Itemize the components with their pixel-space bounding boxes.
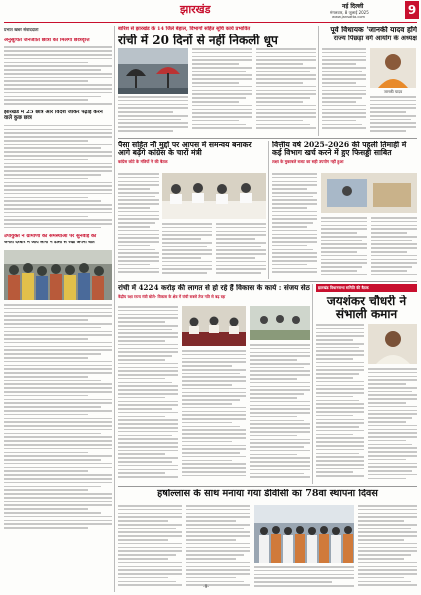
finance-story-subhead: लक्ष्य के मुकाबले बजट का सही उपयोग नहीं हुआ — [272, 158, 344, 164]
dvc-story-body-3 — [254, 566, 354, 589]
janaki-yadav-photo — [370, 48, 416, 88]
congress-story-subhead: कांग्रेस कोटे के मंत्रियों ने की बैठक — [118, 158, 168, 164]
rule-after-top — [118, 138, 417, 139]
jayashankar-photo — [368, 324, 417, 364]
right-top-body-2 — [370, 96, 416, 136]
jayashankar-body-1 — [316, 324, 364, 484]
rain-photo — [118, 48, 188, 94]
jayashankar-kicker — [316, 284, 417, 292]
janaki-yadav-caption: जानकी यादव — [383, 89, 403, 94]
jayashankar-body-2 — [368, 368, 417, 484]
finance-story — [272, 141, 417, 279]
finance-story-body-3 — [371, 217, 417, 279]
ranchi-story-headline: रांची में 4224 करोड़ की लागत से हो रहे हैं विकास के कार्य : संजय सेठ — [118, 284, 310, 292]
ranchi-story-body-3 — [250, 344, 310, 484]
ranchi-story-body-1 — [118, 306, 178, 484]
left-headline-1: अनुसूचित जनजाति छात्रों को मिलेगी छात्रवृत्ति — [4, 38, 90, 43]
finance-photo — [321, 173, 417, 213]
left-body-2 — [4, 125, 112, 230]
left-column-rule — [114, 26, 115, 592]
congress-story — [118, 141, 266, 279]
left-headline-3: उपायुक्त ने ग्रामीणों की समस्याओं पर सुनवाई की — [4, 233, 97, 239]
page-footer-marker: -9- — [203, 585, 210, 590]
right-top-headline-2: राज्य पिछड़ा वर्ग आयोग के अध्यक्ष — [333, 34, 417, 42]
top-story-body-1 — [118, 96, 188, 136]
finance-story-body-2 — [321, 217, 367, 279]
masthead-rule — [4, 22, 417, 23]
congress-story-body-3 — [216, 223, 266, 279]
ranchi-event-photo — [182, 306, 246, 346]
congress-story-body-1 — [118, 173, 159, 279]
ranchi-second-photo — [250, 306, 310, 340]
left-headline-4: जनता दरबार में आये लोगों ने डीसी से रखी अपनी बात — [4, 241, 95, 246]
page-number: 9 — [407, 3, 417, 17]
jayashankar-headline: जयशंकर चौधरी ने संभाली कमान — [326, 295, 407, 321]
congress-story-body-2 — [162, 223, 212, 279]
page-number-badge — [405, 1, 419, 19]
right-top-body-1 — [322, 48, 366, 136]
dvc-story-body-4 — [358, 505, 417, 589]
ranchi-story-subhead: केंद्रीय रक्षा राज्य मंत्री बोले- विकास के क्षेत्र में रांची सबसे तेज गति से बढ़ रहा — [118, 293, 226, 299]
masthead-edition: नई दिल्ली — [342, 3, 364, 10]
congress-story-headline: पैसा सहित नौ मुद्दों पर आपस में समन्वय बनाकर आगे बढ़ेंगे कांग्रेस के चारों मंत्री — [118, 141, 252, 157]
right-top-headline-block — [260, 26, 417, 42]
ranchi-right-rule — [312, 284, 313, 484]
masthead-url: www.jansatta.com — [332, 15, 366, 19]
dvc-story — [118, 489, 417, 589]
masthead-section-title: झारखंड — [180, 3, 211, 16]
rule-before-ranchi — [118, 281, 417, 282]
top-story-headline: रांची में 20 दिनों से नहीं निकली धूप — [118, 34, 278, 47]
dvc-story-headline: हर्षोल्लास के साथ मनाया गया डीवीसी का 78वां स्थापना दिवस — [157, 489, 378, 499]
left-body-3 — [4, 304, 112, 534]
masthead-date: मंगलवार, 8 जुलाई 2025 — [330, 10, 369, 15]
jayashankar-kicker-text: झारखंड विधानसभा समिति की बैठक — [318, 285, 369, 290]
left-body-1 — [4, 46, 112, 106]
congress-meeting-photo — [162, 173, 266, 219]
ranchi-story-body-2 — [182, 350, 246, 484]
finance-story-body-1 — [272, 173, 317, 279]
top-story-body-2 — [192, 48, 252, 136]
ranchi-story — [118, 284, 310, 484]
left-headline-2: झारखंड में 25 छात्र और विदेश जाकर पढ़ाई करने वाले कुछ छात्र — [4, 110, 103, 122]
dvc-story-body-2 — [186, 505, 250, 589]
right-top-headline-1: पूर्व विधायक 'जानकी यादव होंगे — [330, 26, 417, 34]
dvc-story-body-1 — [118, 505, 182, 589]
middle-rule — [268, 141, 269, 279]
left-column — [4, 27, 112, 592]
rule-before-dvc — [118, 486, 417, 487]
top-story-kicker: बारिश से झारखंड के 14 जिले बेहाल, विभागों सहित सूचि कार्य प्रभावित — [118, 26, 251, 32]
masthead — [0, 0, 421, 22]
left-crowd-photo — [4, 250, 112, 300]
finance-story-headline: वित्तीय वर्ष 2025-2026 की पहली तिमाही में कई विभाग खर्च करने में हुए फिसड्डी साबित — [272, 141, 407, 157]
jayashankar-story — [316, 284, 417, 484]
dvc-celebration-photo — [254, 505, 354, 563]
left-kicker: प्रभात खबर संवाददाता — [4, 27, 39, 32]
